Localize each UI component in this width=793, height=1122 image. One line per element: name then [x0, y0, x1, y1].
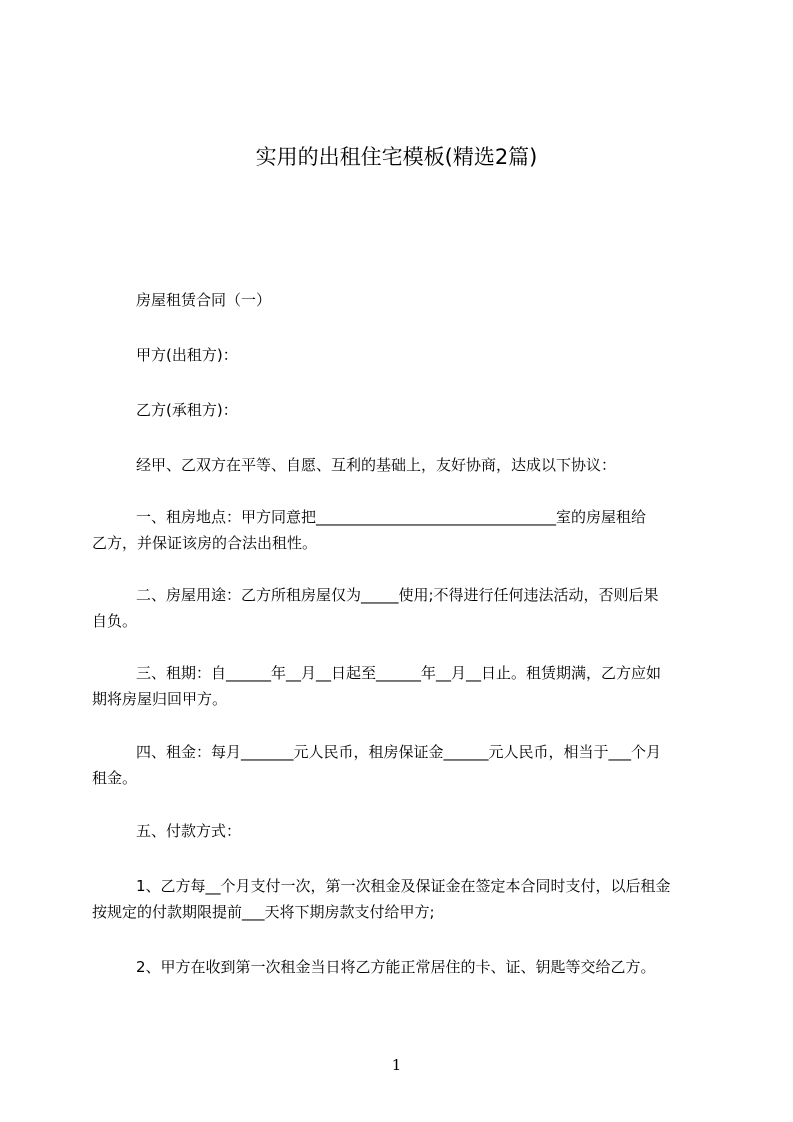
clause-1-line-2: 乙方，并保证该房的合法出租性。: [92, 534, 318, 552]
contract-heading: 房屋租赁合同（一）: [136, 291, 272, 309]
clause-5-heading: 五、付款方式：: [136, 822, 242, 840]
party-b-line: 乙方(承租方)：: [136, 401, 238, 419]
clause-4-line-2: 租金。: [92, 769, 138, 787]
clause-4-line-1: 四、租金：每月_______元人民币，租房保证金______元人民币，相当于___个月: [136, 743, 662, 761]
page-number: 1: [391, 1056, 402, 1074]
clause-3-line-2: 期将房屋归回甲方。: [92, 690, 228, 708]
clause-2-line-1: 二、房屋用途：乙方所租房屋仅为_____使用;不得进行任何违法活动，否则后果: [136, 586, 659, 604]
clause-3-line-1: 三、租期：自______年__月__日起至______年__月__日止。租赁期满，乙方应如: [136, 664, 662, 682]
clause-1-line-1: 一、租房地点：甲方同意把________________________________室的房屋租给: [136, 508, 647, 526]
clause-2-line-2: 自负。: [92, 612, 138, 630]
payment-item-1-line-2: 按规定的付款期限提前___天将下期房款支付给甲方;: [92, 903, 435, 921]
payment-item-2: 2、甲方在收到第一次租金当日将乙方能正常居住的卡、证、钥匙等交给乙方。: [136, 958, 656, 976]
payment-item-1-line-1: 1、乙方每__个月支付一次，第一次租金及保证金在签定本合同时支付，以后租金: [136, 877, 671, 895]
party-a-line: 甲方(出租方)：: [136, 346, 238, 364]
document-title: 实用的出租住宅模板(精选2篇): [255, 145, 538, 169]
agreement-intro: 经甲、乙双方在平等、自愿、互利的基础上，友好协商，达成以下协议：: [136, 456, 617, 474]
